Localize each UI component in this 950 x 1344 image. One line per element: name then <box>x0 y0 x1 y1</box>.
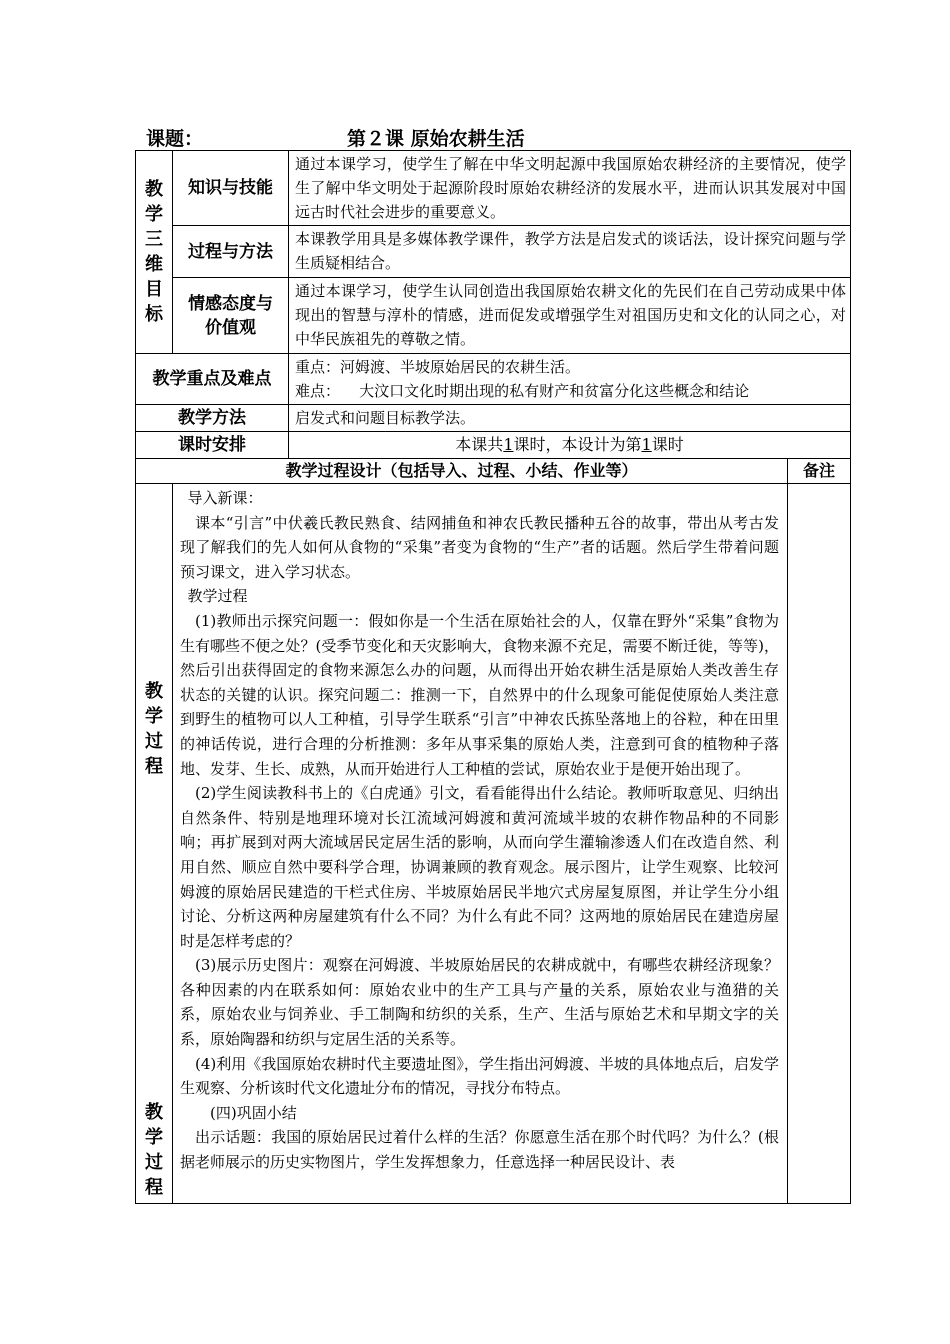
objectives-char: 标 <box>145 304 163 325</box>
process-step-4: (4)利用《我国原始农耕时代主要遗址图》，学生指出河姆渡、半坡的具体地点后，启发学生观察、分析该时代文化遗址分布的情况，寻找分布特点。 <box>180 1054 779 1098</box>
process-design-header: 教学过程设计（包括导入、过程、小结、作业等） <box>136 459 788 484</box>
schedule-pre: 本课共 <box>455 435 504 454</box>
knowledge-text: 通过本课学习，使学生了解在中华文明起源中我国原始农耕经济的主要情况，使学生了解中华文明处于起源阶段时原始农耕经济的发展水平，进而认识其发展对中国远古时代社会进步的重要意义。 <box>289 151 851 226</box>
title-name: 第２课 原始农耕生活 <box>347 128 525 150</box>
objectives-header <box>136 151 173 354</box>
schedule-post: 课时 <box>651 435 684 454</box>
key-points-text <box>289 354 851 405</box>
summary-title: (四)巩固小结 <box>210 1103 297 1122</box>
objectives-char: 三 <box>145 229 163 250</box>
process-method-label: 过程与方法 <box>173 226 289 278</box>
process-side-first <box>136 679 172 779</box>
schedule-current: 1 <box>641 435 652 454</box>
side-char: 过 <box>145 731 163 752</box>
process-side-second <box>136 1100 172 1200</box>
intro-title: 导入新课： <box>187 489 263 507</box>
side-char: 程 <box>145 756 163 777</box>
process-step-2: (2)学生阅读教科书上的《白虎通》引文，看看能得出什么结论。教师听取意见、归纳出自然条件、特别是地理环境对长江流域河姆渡和黄河流域半坡的农耕作物品种的不同影响；再扩展到对两大流域居民定居生活的影响，从而向学生灌输渗透人们在改造自然、利用自然、顺应自然中要科学合理，协调兼顾的教育观念。展示图片，让学生观察、比较河姆渡的原始居民建造的干栏式住房、半坡原始居民半地穴式房屋复原图，并让学生分小组讨论、分析这两种房屋建筑有什么不同？为什么有此不同？这两地的原始居民在建造房屋时是怎样考虑的？ <box>180 784 779 950</box>
process-step-3: (3)展示历史图片：观察在河姆渡、半坡原始居民的农耕成就中，有哪些农耕经济现象？各种因素的内在联系如何：原始农业中的生产工具与产量的关系，原始农业与渔猎的关系，原始农业与饲养业、手工制陶和纺织的关系，生产、生活与原始艺术和早期文字的关系，原始陶器和纺织与定居生活的关系等。 <box>180 956 779 1049</box>
lesson-plan-table <box>135 150 851 1204</box>
process-content <box>173 484 788 1204</box>
side-char: 教 <box>145 1102 163 1123</box>
attitude-label-line2: 价值观 <box>205 317 256 338</box>
attitude-text: 通过本课学习，使学生认同创造出我国原始农耕文化的先民们在自己劳动成果中体现出的智慧与淳朴的情感，进而促发或增强学生对祖国历史和文化的认同之心，对中华民族祖先的尊敬之情。 <box>289 278 851 354</box>
process-step-1: (1)教师出示探究问题一：假如你是一个生活在原始社会的人，仅靠在野外“采集”食物为生有哪些不便之处？(受季节变化和天灾影响大，食物来源不充足，需要不断迁徙，等等)，然后引出获得固定的食物来源怎么办的问题，从而得出开始农耕生活是原始人类改善生存状态的关键的认识。探究问题二：推测一下，自然界中的什么现象可能促使原始人类注意到野生的植物可以人工种植，引导学生联系“引言”中神农氏拣坠落地上的谷粒，种在田里的神话传说，进行合理的分析推测：多年从事采集的原始人类，注意到可食的植物种子落地、发芽、生长、成熟，从而开始进行人工种植的尝试，原始农业于是便开始出现了。 <box>180 611 779 778</box>
side-char: 学 <box>145 1127 163 1148</box>
side-char: 教 <box>145 681 163 702</box>
schedule-total: 1 <box>503 435 514 454</box>
objectives-char: 学 <box>145 204 163 225</box>
method-label: 教学方法 <box>136 405 289 432</box>
schedule-mid: 课时，本设计为第 <box>513 435 642 454</box>
title-label: 课题： <box>146 128 204 150</box>
schedule-label: 课时安排 <box>136 432 289 459</box>
summary-text: 出示话题：我国的原始居民过着什么样的生活？你愿意生活在那个时代吗？为什么？(根据老师展示的历史实物图片，学生发挥想象力，任意选择一种居民设计、表 <box>180 1128 779 1172</box>
method-text: 启发式和问题目标教学法。 <box>289 405 851 432</box>
side-char: 过 <box>145 1152 163 1173</box>
key-points-label: 教学重点及难点 <box>136 354 289 405</box>
process-title: 教学过程 <box>187 587 248 606</box>
knowledge-label: 知识与技能 <box>173 151 289 226</box>
schedule-text <box>289 432 851 459</box>
notes-header: 备注 <box>788 459 851 484</box>
process-side-label <box>136 484 173 1204</box>
objectives-char: 目 <box>145 279 163 300</box>
lesson-title <box>140 124 850 150</box>
key-difficulty: 难点： 大汶口文化时期出现的私有财产和贫富分化这些概念和结论 <box>295 382 750 400</box>
attitude-label <box>173 278 289 354</box>
side-char: 程 <box>145 1177 163 1198</box>
objectives-char: 教 <box>145 179 163 200</box>
notes-cell <box>788 484 851 1204</box>
key-focus: 重点：河姆渡、半坡原始居民的农耕生活。 <box>295 358 581 376</box>
attitude-label-line1: 情感态度与 <box>188 293 273 314</box>
process-method-text: 本课教学用具是多媒体教学课件，教学方法是启发式的谈话法，设计探究问题与学生质疑相结合。 <box>289 226 851 278</box>
objectives-char: 维 <box>145 254 163 275</box>
intro-text: 课本“引言”中伏羲氏教民熟食、结网捕鱼和神农氏教民播种五谷的故事，带出从考古发现了解我们的先人如何从食物的“采集”者变为食物的“生产”者的话题。然后学生带着问题预习课文，进入学习状态。 <box>180 513 779 581</box>
side-char: 学 <box>145 706 163 727</box>
